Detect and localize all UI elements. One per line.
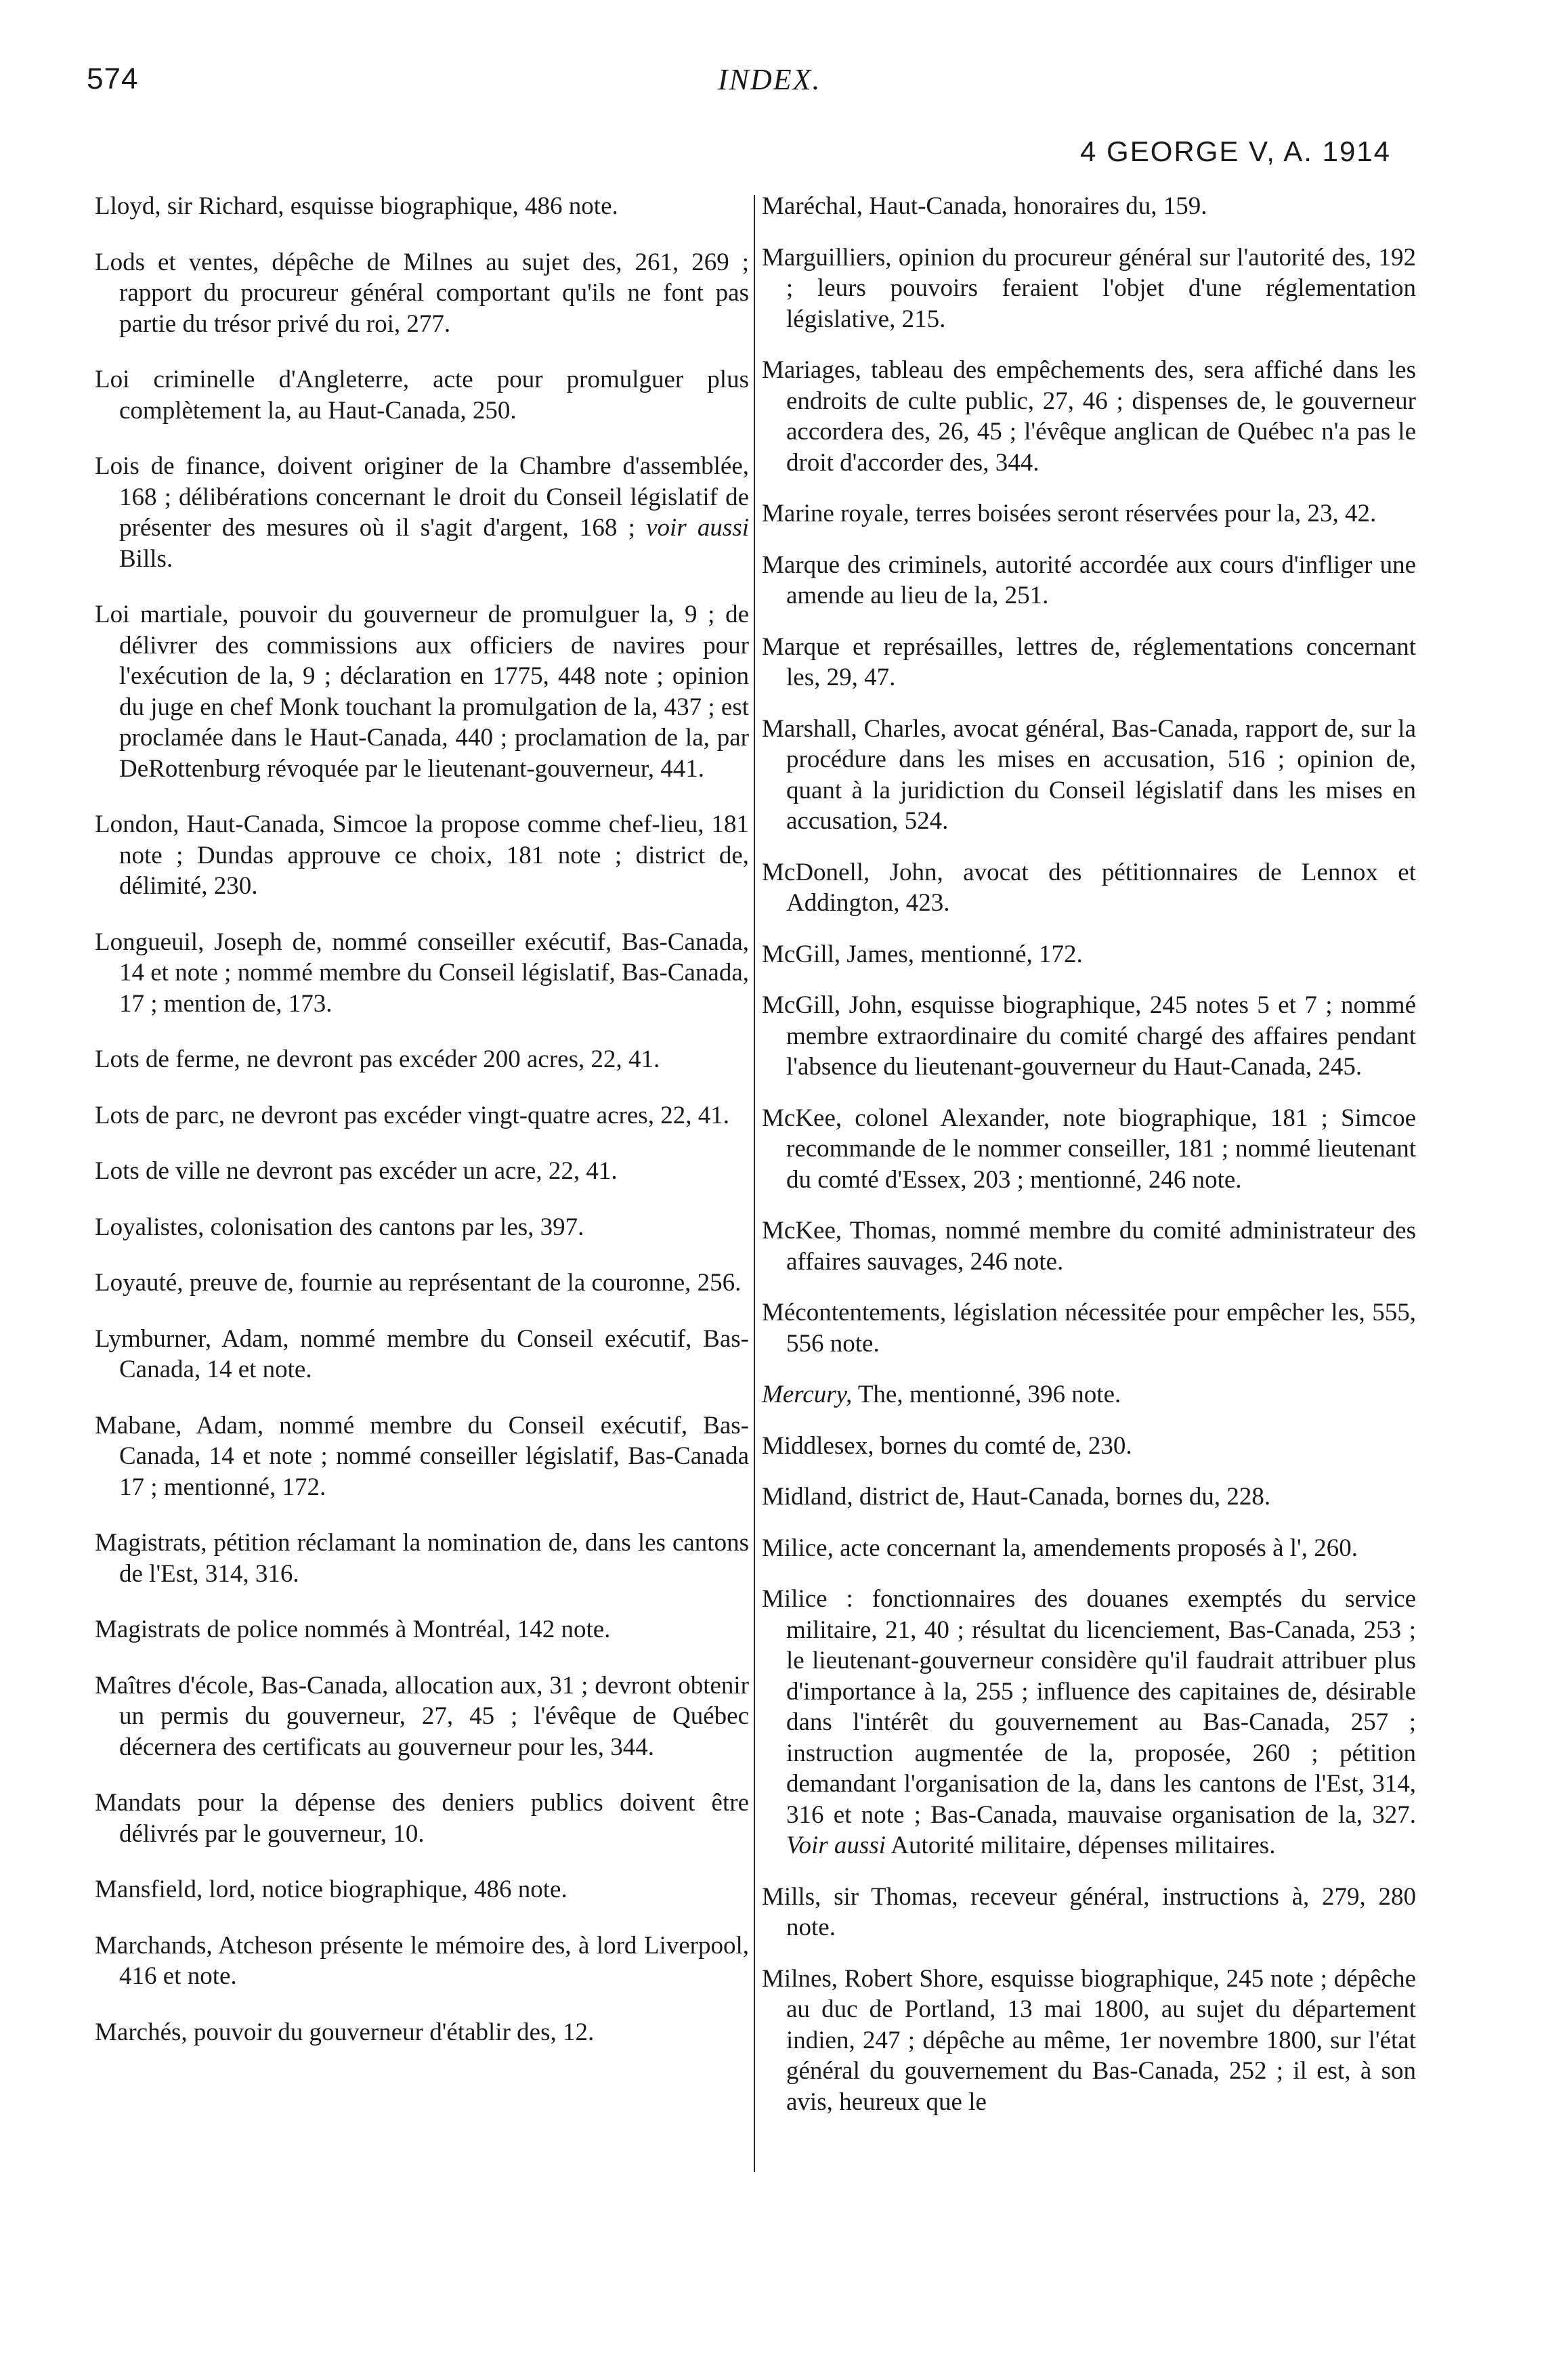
index-entry: Longueuil, Joseph de, nommé conseiller exécutif, Bas-Canada, 14 et note ; nommé membre du Conseil législatif, Bas-Canada, 17 ; mention de, 173. xyxy=(95,928,749,1018)
index-entry: Milice, acte concernant la, amendements proposés à l', 260. xyxy=(762,1534,1358,1562)
index-entry: Marine royale, terres boisées seront réservées pour la, 23, 42. xyxy=(762,500,1377,527)
index-entry: McKee, colonel Alexander, note biographique, 181 ; Simcoe recommande de le nommer conseiller, 181 ; nommé lieutenant du comté d'Essex, 203 ; mentionné, 246 note. xyxy=(762,1104,1416,1194)
index-entry: Mécontentements, législation nécessitée pour empêcher les, 555, 556 note. xyxy=(762,1299,1416,1358)
index-entry: Mercury, The, mentionné, 396 note. xyxy=(762,1381,1121,1408)
index-entry: Maréchal, Haut-Canada, honoraires du, 159. xyxy=(762,192,1207,220)
index-entry: Mariages, tableau des empêchements des, sera affiché dans les endroits de culte public, 27, 46 ; dispenses de, le gouverneur accordera des, 26, 45 ; l'évêque anglican de Québec n'a pas le droit d'accorder des, 344. xyxy=(762,356,1416,477)
index-entry: Lymburner, Adam, nommé membre du Conseil exécutif, Bas-Canada, 14 et note. xyxy=(95,1324,749,1383)
index-entry: Lots de parc, ne devront pas excéder vingt-quatre acres, 22, 41. xyxy=(95,1101,729,1129)
index-entry: Lots de ville ne devront pas excéder un acre, 22, 41. xyxy=(95,1157,618,1185)
index-entry: Mabane, Adam, nommé membre du Conseil exécutif, Bas-Canada, 14 et note ; nommé conseiller législatif, Bas-Canada 17 ; mentionné, 172. xyxy=(95,1411,749,1501)
index-entry: McKee, Thomas, nommé membre du comité administrateur des affaires sauvages, 246 note. xyxy=(762,1217,1416,1276)
index-entry: McDonell, John, avocat des pétitionnaires de Lennox et Addington, 423. xyxy=(762,858,1416,917)
index-entry: Milnes, Robert Shore, esquisse biographique, 245 note ; dépêche au duc de Portland, 13 mai 1800, au sujet du département indien, 247 ; dépêche au même, 1er novembre 1800, sur l'état général du gouvernement du Bas-Canada, 252 ; il est, à son avis, heureux que le xyxy=(762,1964,1416,2116)
index-entry: McGill, John, esquisse biographique, 245 notes 5 et 7 ; nommé membre extraordinaire du comité chargé des affaires pendant l'absence du lieutenant-gouverneur du Haut-Canada, 245. xyxy=(762,991,1416,1081)
index-entry: Loyauté, preuve de, fournie au représentant de la couronne, 256. xyxy=(95,1269,742,1297)
index-entry: Marshall, Charles, avocat général, Bas-Canada, rapport de, sur la procédure dans les mises en accusation, 516 ; opinion de, quant à la juridiction du Conseil législatif dans les mises en accusation, 524. xyxy=(762,714,1416,835)
index-entry: Lots de ferme, ne devront pas excéder 200 acres, 22, 41. xyxy=(95,1045,660,1073)
index-entry: Marchands, Atcheson présente le mémoire des, à lord Liverpool, 416 et note. xyxy=(95,1931,749,1990)
index-entry: McGill, James, mentionné, 172. xyxy=(762,940,1083,968)
column-divider xyxy=(754,195,755,2172)
index-entry: Marque des criminels, autorité accordée aux cours d'infliger une amende au lieu de la, 251. xyxy=(762,550,1416,609)
index-entry: Midland, district de, Haut-Canada, bornes du, 228. xyxy=(762,1483,1271,1511)
right-column xyxy=(762,191,1416,2138)
index-entry: Loi martiale, pouvoir du gouverneur de promulguer la, 9 ; de délivrer des commissions aux officiers de navires pour l'exécution de la, 9 ; déclaration en 1775, 448 note ; opinion du juge en chef Monk touchant la promulgation de la, 437 ; est proclamée dans le Haut-Canada, 440 ; proclamation de la, par DeRottenburg révoquée par le lieutenant-gouverneur, 441. xyxy=(95,601,749,783)
index-entry: Lois de finance, doivent originer de la Chambre d'assemblée, 168 ; délibérations concernant le droit du Conseil législatif de présenter des mesures où il s'agit d'argent, 168 ; voir aussi Bills. xyxy=(95,452,750,573)
index-entry: Marguilliers, opinion du procureur général sur l'autorité des, 192 ; leurs pouvoirs feraient l'objet d'une réglementation législative, 215. xyxy=(762,243,1416,333)
running-title: INDEX. xyxy=(718,63,821,96)
page-number: 574 xyxy=(87,62,139,95)
cross-reference-target: Autorité militaire, dépenses militaires. xyxy=(891,1832,1276,1859)
index-entry: Lloyd, sir Richard, esquisse biographique, 486 note. xyxy=(95,192,618,220)
index-entry: Marchés, pouvoir du gouverneur d'établir des, 12. xyxy=(95,2018,595,2046)
index-entry: Loi criminelle d'Angleterre, acte pour promulguer plus complètement la, au Haut-Canada, 250. xyxy=(95,366,749,425)
session-header: 4 GEORGE V, A. 1914 xyxy=(1080,135,1392,167)
index-entry: Magistrats, pétition réclamant la nomination de, dans les cantons de l'Est, 314, 316. xyxy=(95,1529,749,1588)
index-entry: Mansfield, lord, notice biographique, 486 note. xyxy=(95,1876,567,1903)
index-entry: Loyalistes, colonisation des cantons par les, 397. xyxy=(95,1213,584,1241)
index-entry: Marque et représailles, lettres de, réglementations concernant les, 29, 47. xyxy=(762,632,1416,691)
periodical-title: Mercury, xyxy=(762,1381,853,1408)
index-entry: London, Haut-Canada, Simcoe la propose comme chef-lieu, 181 note ; Dundas approuve ce choix, 181 note ; district de, délimité, 230. xyxy=(95,810,749,900)
cross-reference-label: voir aussi xyxy=(646,514,750,542)
cross-reference-target: Bills. xyxy=(119,544,173,573)
index-entry: Magistrats de police nommés à Montréal, 142 note. xyxy=(95,1616,611,1643)
cross-reference-label: Voir aussi xyxy=(786,1832,886,1859)
index-entry: Lods et ventes, dépêche de Milnes au sujet des, 261, 269 ; rapport du procureur général comportant qu'ils ne font pas partie du trésor privé du roi, 277. xyxy=(95,248,749,338)
index-entry: Mills, sir Thomas, receveur général, instructions à, 279, 280 note. xyxy=(762,1882,1416,1941)
index-entry: Maîtres d'école, Bas-Canada, allocation aux, 31 ; devront obtenir un permis du gouverneur, 27, 45 ; l'évêque de Québec décernera des certificats au gouverneur pour les, 344. xyxy=(95,1671,749,1761)
index-entry: Mandats pour la dépense des deniers publics doivent être délivrés par le gouverneur, 10. xyxy=(95,1789,749,1848)
left-column xyxy=(95,191,749,2073)
index-entry: Middlesex, bornes du comté de, 230. xyxy=(762,1431,1132,1460)
index-entry: Milice : fonctionnaires des douanes exemptés du service militaire, 21, 40 ; résultat du licenciement, Bas-Canada, 253 ; le lieutenant-gouverneur considère qu'il faudrait attribuer plus d'importance à la, 255 ; influence des capitaines de, désirable dans l'intérêt du gouvernement au Bas-Canada, 257 ; instruction augmentée de la, proposée, 260 ; pétition demandant l'organisation de la, dans les cantons de l'Est, 314, 316 et note ; Bas-Canada, mauvaise organisation de la, 327. Voir aussi Autorité militaire, dépenses militaires. xyxy=(762,1585,1416,1859)
